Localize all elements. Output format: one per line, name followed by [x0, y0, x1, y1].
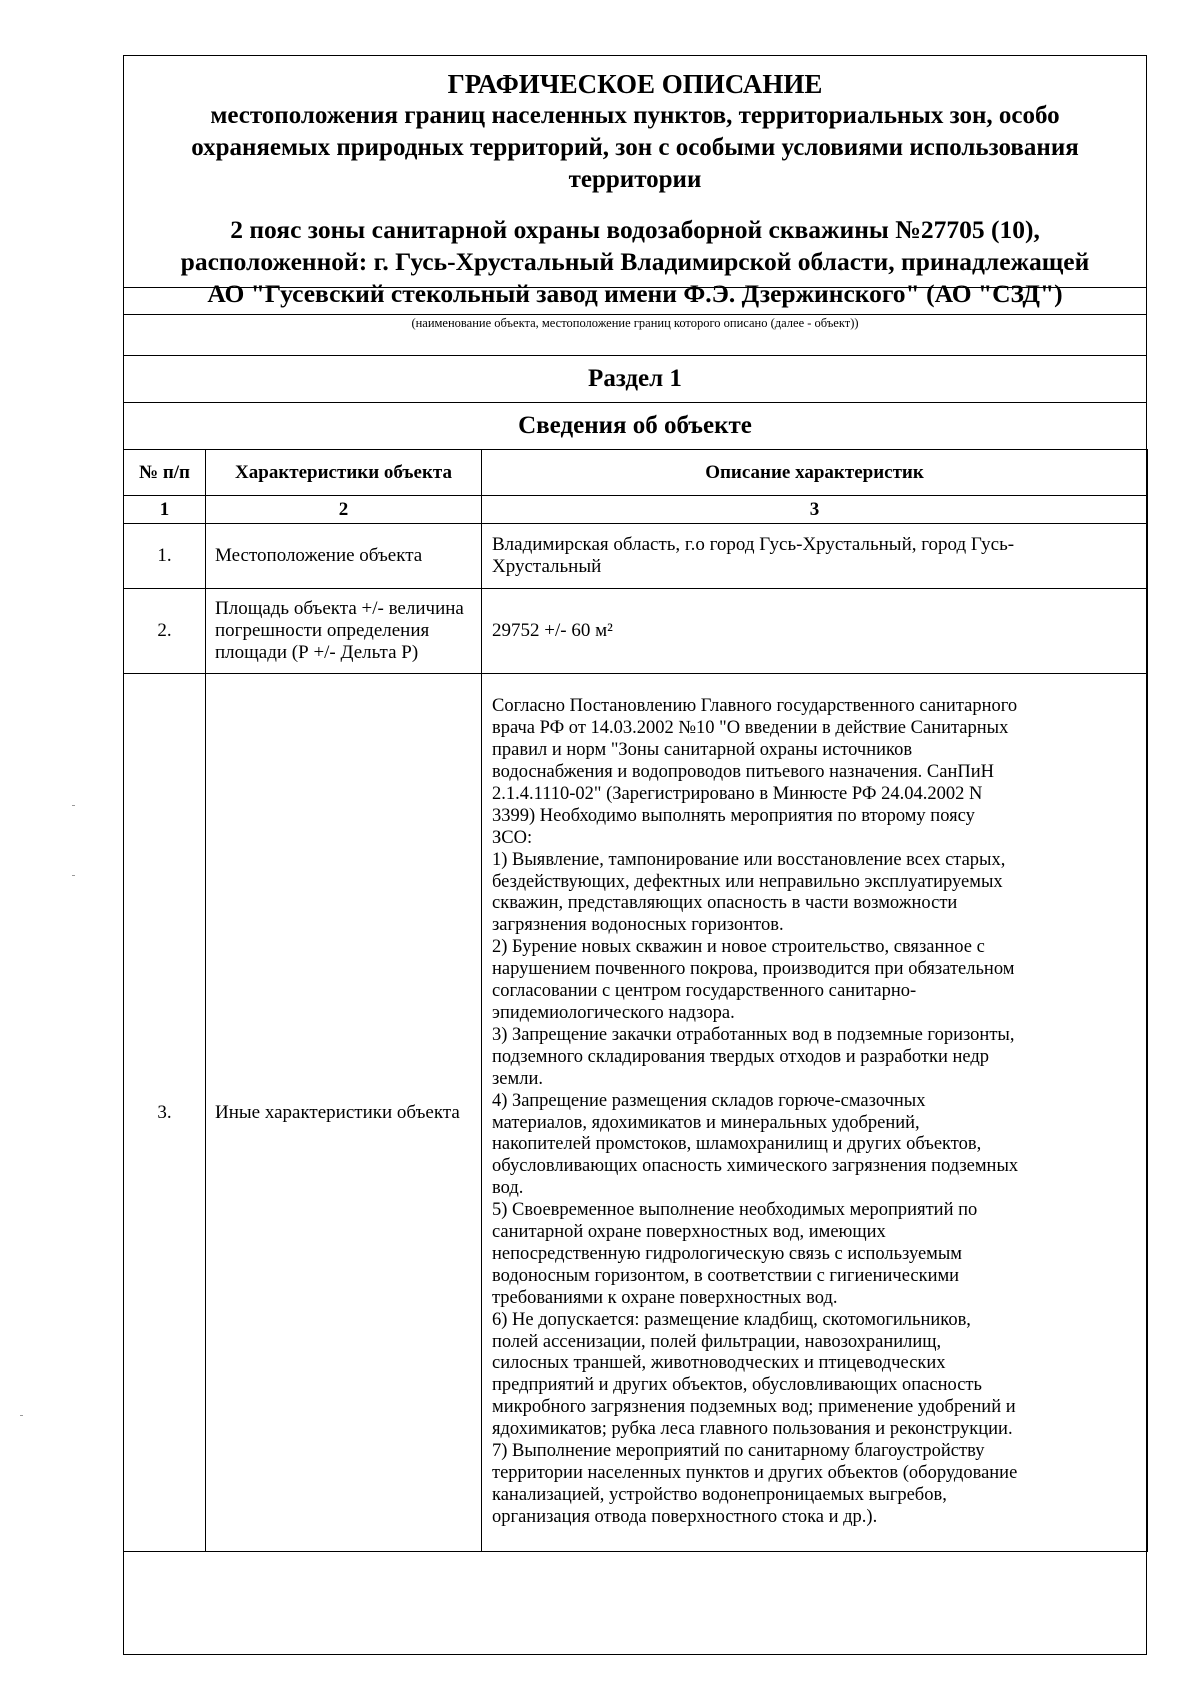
header-description: Описание характеристик: [482, 450, 1148, 496]
table-row: [124, 674, 1148, 1552]
table-column-numbers-row: [124, 496, 1148, 524]
section-title: Раздел 1: [588, 365, 682, 392]
scan-speck: [72, 875, 75, 876]
object-name: [124, 214, 1146, 310]
row-characteristic: Площадь объекта +/- величина погрешности определения площади (Р +/- Дельта Р): [206, 589, 482, 674]
row-description: Владимирская область, г.о город Гусь-Хрустальный, город Гусь- Хрустальный: [482, 524, 1148, 589]
row-number: 2.: [124, 589, 206, 674]
object-name-line: АО "Гусевский стекольный завод имени Ф.Э. Дзержинского" (АО "СЗД"): [207, 279, 1063, 308]
column-number: 3: [482, 496, 1148, 524]
scan-speck: [72, 805, 75, 806]
document-header: [124, 56, 1146, 314]
row-number: 3.: [124, 674, 206, 1552]
table-header-row: [124, 450, 1148, 496]
subtitle-line: территории: [568, 166, 702, 193]
header-number: № п/п: [124, 450, 206, 496]
row-number: 1.: [124, 524, 206, 589]
table-row: [124, 524, 1148, 589]
object-caption: (наименование объекта, местоположение границ которого описано (далее - объект)): [411, 316, 859, 330]
document-subtitle: [124, 100, 1146, 196]
document-frame: [123, 55, 1147, 1655]
section-subtitle: Сведения об объекте: [518, 412, 752, 439]
object-name-line: расположенной: г. Гусь-Хрустальный Владимирской области, принадлежащей: [180, 247, 1090, 276]
row-description: Согласно Постановлению Главного государственного санитарного врача РФ от 14.03.2002 №10 "О введении в действие Санитарных правил и норм "Зоны санитарной охраны источников водоснабжения и водопроводов питьевого назначения. СанПиН 2.1.4.1110-02" (Зарегистрировано в Минюсте РФ 24.04.2002 N 3399) Необходимо выполнять мероприятия по второму поясу ЗСО: 1) Выявление, тампонирование или восстановление всех старых, бездействующих, дефектных или неправильно эксплуатируемых скважин, представляющих опасность в части возможности загрязнения водоносных горизонтов. 2) Бурение новых скважин и новое строительство, связанное с нарушением почвенного покрова, производится при обязательном согласовании с центром государственного санитарно- эпидемиологического надзора. 3) Запрещение закачки отработанных вод в подземные горизонты, подземного складирования твердых отходов и разработки недр земли. 4) Запрещение размещения складов горюче-смазочных материалов, ядохимикатов и минеральных удобрений, накопителей промстоков, шламохранилищ и других объектов, обусловливающих опасность химического загрязнения подземных вод. 5) Своевременное выполнение необходимых мероприятий по санитарной охране поверхностных вод, имеющих непосредственную гидрологическую связь с используемым водоносным горизонтом, в соответствии с гигиеническими требованиями к охране поверхностных вод. 6) Не допускается: размещение кладбищ, скотомогильников, полей ассенизации, полей фильтрации, навозохранилищ, силосных траншей, животноводческих и птицеводческих предприятий и других объектов, обусловливающих опасность микробного загрязнения подземных вод; применение удобрений и ядохимикатов; рубка леса главного пользования и реконструкции. 7) Выполнение мероприятий по санитарному благоустройству территории населенных пунктов и других объектов (оборудование канализацией, устройство водонепроницаемых выгребов, организация отвода поверхностного стока и др.).: [482, 674, 1148, 1552]
subtitle-line: местоположения границ населенных пунктов, территориальных зон, особо: [210, 102, 1060, 129]
column-number: 2: [206, 496, 482, 524]
object-name-line: 2 пояс зоны санитарной охраны водозаборной скважины №27705 (10),: [230, 215, 1040, 244]
subtitle-line: охраняемых природных территорий, зон с особыми условиями использования: [191, 134, 1079, 161]
row-description: 29752 +/- 60 м²: [482, 589, 1148, 674]
object-info-table: [123, 449, 1148, 1552]
header-characteristic: Характеристики объекта: [206, 450, 482, 496]
row-characteristic: Иные характеристики объекта: [206, 674, 482, 1552]
header-divider: [124, 287, 1146, 288]
row-characteristic: Местоположение объекта: [206, 524, 482, 589]
scan-speck: [20, 1415, 23, 1416]
table-row: [124, 589, 1148, 674]
column-number: 1: [124, 496, 206, 524]
document-title: ГРАФИЧЕСКОЕ ОПИСАНИЕ: [447, 69, 823, 99]
